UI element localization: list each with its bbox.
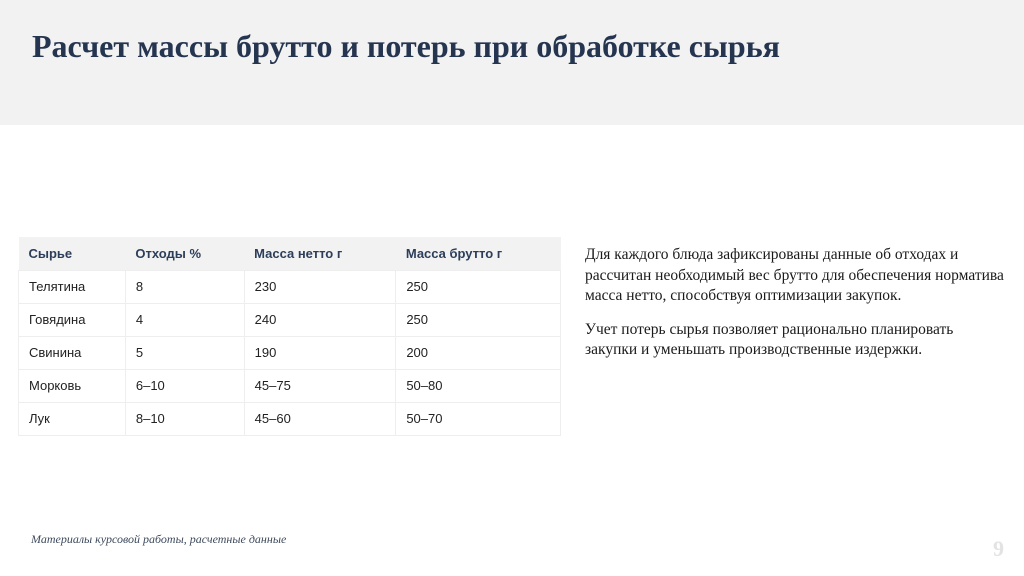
page-title: Расчет массы брутто и потерь при обработке сырья	[32, 28, 780, 64]
cell-waste-percent: 8–10	[125, 402, 244, 435]
header-gross-mass: Масса брутто г	[396, 237, 561, 270]
raw-material-table	[18, 237, 561, 436]
cell-waste-percent: 4	[125, 303, 244, 336]
cell-gross-mass: 50–70	[396, 402, 561, 435]
paragraph-loss-accounting: Учет потерь сырья позволяет рационально планировать закупки и уменьшать производственные издержки.	[585, 320, 954, 358]
table-row	[19, 270, 561, 303]
table-row	[19, 369, 561, 402]
cell-net-mass: 45–75	[244, 369, 396, 402]
cell-gross-mass: 50–80	[396, 369, 561, 402]
table-header-row	[19, 237, 561, 270]
cell-raw-material: Свинина	[19, 336, 126, 369]
header-net-mass: Масса нетто г	[244, 237, 396, 270]
cell-raw-material: Лук	[19, 402, 126, 435]
header-band	[0, 0, 1024, 125]
cell-net-mass: 230	[244, 270, 396, 303]
cell-gross-mass: 250	[396, 270, 561, 303]
cell-net-mass: 190	[244, 336, 396, 369]
page-number: 9	[993, 536, 1004, 561]
paragraph-waste-data: Для каждого блюда зафиксированы данные об отходах и рассчитан необходимый вес брутто для обеспечения норматива масса нетто, способствуя оптимизации закупок.	[585, 246, 1004, 304]
table-row	[19, 402, 561, 435]
cell-gross-mass: 200	[396, 336, 561, 369]
table-row	[19, 303, 561, 336]
cell-waste-percent: 6–10	[125, 369, 244, 402]
description-text	[585, 245, 1005, 374]
header-waste-percent: Отходы %	[125, 237, 244, 270]
cell-net-mass: 240	[244, 303, 396, 336]
cell-raw-material: Говядина	[19, 303, 126, 336]
cell-waste-percent: 8	[125, 270, 244, 303]
header-raw-material: Сырье	[19, 237, 126, 270]
cell-gross-mass: 250	[396, 303, 561, 336]
cell-raw-material: Телятина	[19, 270, 126, 303]
cell-raw-material: Морковь	[19, 369, 126, 402]
footer-source-note: Материалы курсовой работы, расчетные данные	[31, 532, 287, 546]
cell-waste-percent: 5	[125, 336, 244, 369]
cell-net-mass: 45–60	[244, 402, 396, 435]
table-row	[19, 336, 561, 369]
